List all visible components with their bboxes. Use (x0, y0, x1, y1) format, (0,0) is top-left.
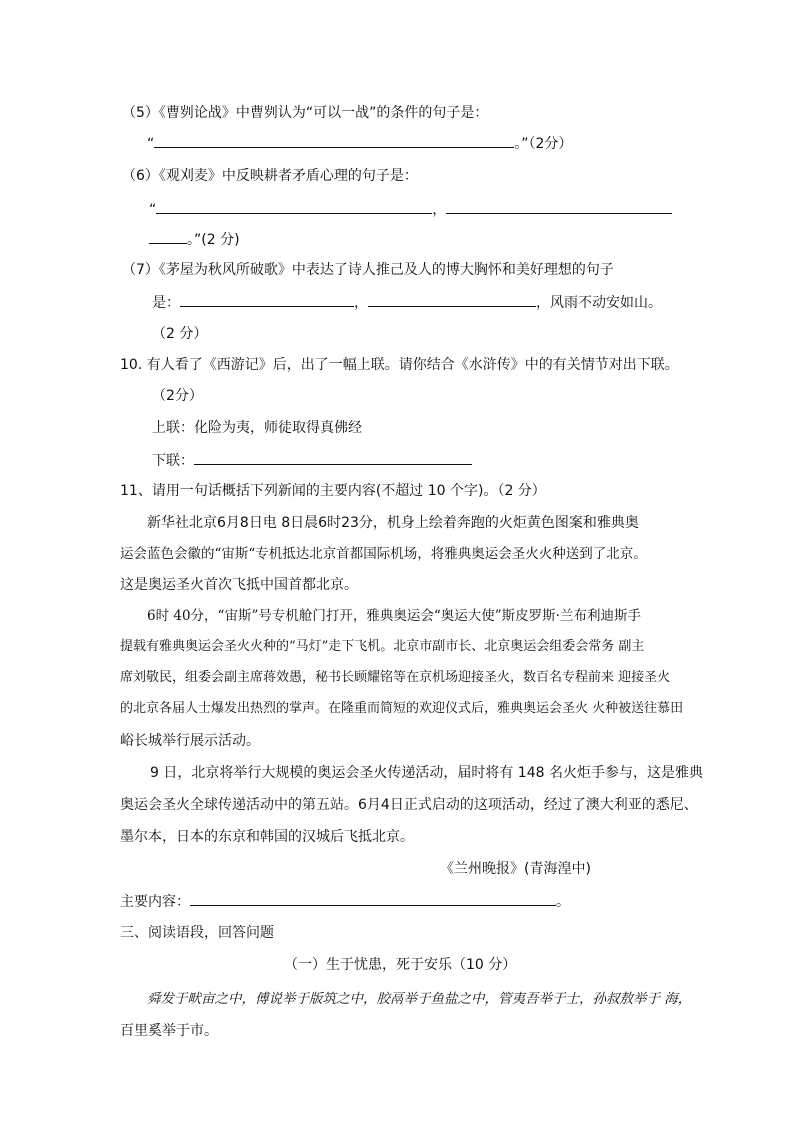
news-p2-line5: 峪长城举行展示活动。 (120, 733, 260, 749)
q6-blank-3[interactable] (149, 229, 187, 244)
q10-blank[interactable] (194, 450, 472, 465)
news-p2-line2: 提载有雅典奥运会圣火火种的“马灯”走下飞机。北京市副市长、北京奥运会组委会常务 副主 (120, 639, 645, 654)
q7-blank-1[interactable] (180, 292, 354, 307)
q6-answer-line-2: 。”(2 分) (149, 229, 240, 250)
q10-lower-couplet: 下联： (152, 450, 472, 471)
news-p3-line3: 墨尔本，日本的东京和韩国的汉城后飞抵北京。 (120, 829, 414, 845)
news-source: 《兰州晚报》(青海湟中) (440, 861, 591, 877)
q10-upper-couplet: 上联：化险为夷，师徒取得真佛经 (152, 420, 362, 436)
q5-answer-line: “ 。”（2分） (147, 133, 572, 154)
q6-answer-line-1: “ ， (149, 199, 672, 220)
section-heading: 三、阅读语段，回答问题 (120, 925, 274, 941)
news-p3-line1: 9 日，北京将举行大规模的奥运会圣火传递活动，届时将有 148 名火炬手参与，这是雅典 (150, 765, 703, 781)
passage-line1: 舜发于畎亩之中，傅说举于版筑之中，胶鬲举于鱼盐之中，管夷吾举于士，孙叔敖举于 海， (147, 991, 692, 1007)
news-p1-line1: 新华社北京6月8日电 8日晨6时23分，机身上绘着奔跑的火炬黄色图案和雅典奥 (147, 515, 639, 531)
passage-line2: 百里奚举于市。 (120, 1023, 218, 1039)
q5-blank[interactable] (154, 133, 514, 148)
q7-blank-2[interactable] (368, 292, 536, 307)
q7-answer-line: 是： ， ，风雨不动安如山。 (152, 292, 662, 313)
q10-prompt: 10. 有人看了《西游记》后，出了一幅上联。请你结合《水浒传》中的有关情节对出下联。 (120, 357, 679, 373)
news-p3-line2: 奥运会圣火全球传递活动中的第五站。6月4日正式启动的这项活动，经过了澳大利亚的悉尼、 (120, 797, 698, 813)
news-p2-line3: 席刘敬民，组委会副主席蒋效愚，秘书长顾耀铭等在京机场迎接圣火，数百名专程前来 迎接圣火 (120, 670, 671, 685)
news-p1-line2: 运会蓝色会徽的“宙斯“专机抵达北京首都国际机场，将雅典奥运会圣火火种送到了北京。 (120, 546, 647, 562)
q11-answer-line: 主要内容： 。 (120, 891, 570, 912)
q6-blank-1[interactable] (156, 199, 432, 214)
q7-score: （2 分） (152, 326, 208, 342)
q6-prompt: （6）《观刈麦》中反映耕者矛盾心理的句子是： (122, 168, 418, 184)
q5-prompt: （5）《曹刿论战》中曹刿认为“可以一战”的条件的句子是： (122, 105, 489, 121)
q10-score: （2分） (152, 388, 203, 404)
passage-title: （一）生于忧患，死于安乐（10 分） (284, 957, 517, 973)
q6-blank-2[interactable] (446, 199, 672, 214)
q11-prompt: 11、请用一句话概括下列新闻的主要内容(不超过 10 个字)。（2 分） (120, 483, 546, 499)
q11-blank[interactable] (190, 891, 556, 906)
q7-prompt: （7）《茅屋为秋风所破歌》中表达了诗人推己及人的博大胸怀和美好理想的句子 (122, 262, 614, 278)
news-p2-line4: 的北京各届人士爆发出热烈的掌声。在隆重而简短的欢迎仪式后，雅典奥运会圣火 火种被送往慕田 (120, 701, 684, 716)
news-p2-line1: 6时 40分，“宙斯”号专机舱门打开，雅典奥运会“奥运大使”斯皮罗斯·兰布利迪斯手 (147, 608, 641, 624)
news-p1-line3: 这是奥运圣火首次飞抵中国首都北京。 (120, 577, 358, 593)
